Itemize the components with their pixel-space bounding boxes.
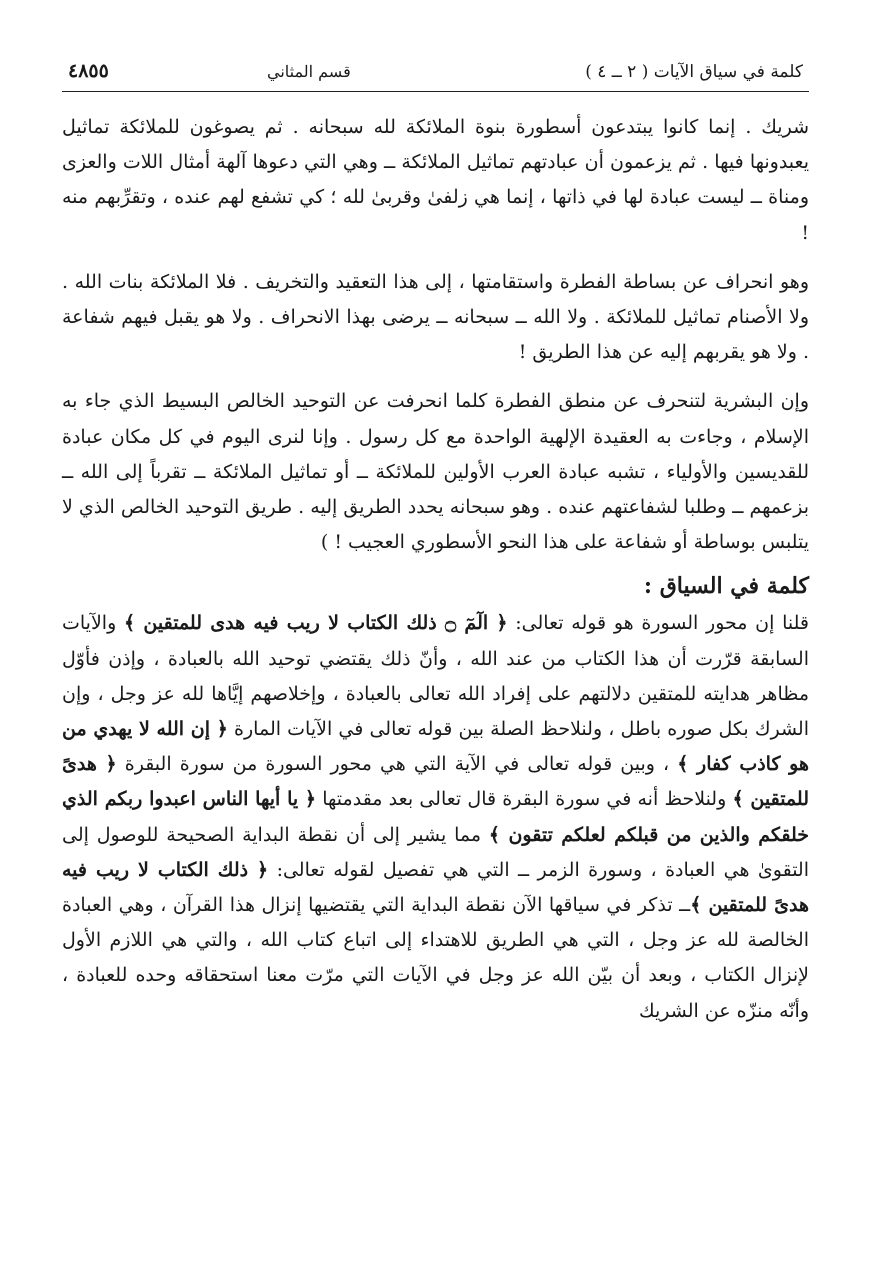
quran-quote: ﴿ إن الله لا يهدي من هو كاذب كفار ﴾ bbox=[62, 718, 810, 776]
text-run: ، وبين قوله تعالى في الآية التي هي محور السورة من سورة البقرة bbox=[116, 753, 678, 776]
header-rule bbox=[62, 91, 809, 92]
paragraph-4 bbox=[62, 606, 809, 1028]
text-run: قلنا إن محور السورة هو قوله تعالى: bbox=[507, 612, 810, 635]
text-run: مما يشير إلى أن نقطة البداية الصحيحة للوصول إلى التقوىٰ هي العبادة ، وسورة الزمر ــ التي هي تفصيل لقوله تعالى: bbox=[62, 823, 809, 881]
page-header bbox=[62, 58, 809, 92]
quran-quote: ﴿ يا أيها الناس اعبدوا ربكم الذي خلقكم والذين من قبلكم لعلكم تتقون ﴾ bbox=[62, 788, 809, 846]
text-run: ــ تذكر في سياقها الآن نقطة البداية التي يقتضيها إنزال هذا القرآن ، وهي العبادة الخالصة لله عز وجل ، التي هي الطريق للاهتداء إلى اتباع كتاب الله ، والتي هي اللازم الأول لإنزال الكتاب ، وبعد أن بيّن الله عز وجل في الآيات التي مرّت معنا استحقاقه وحده للعبادة ، وأنّه منزّه عن الشريك bbox=[62, 894, 809, 1022]
text-run: والآيات السابقة قرّرت أن هذا الكتاب من عند الله ، وأنّ ذلك يقتضي توحيد الله بالعبادة ، وإذن فأوّل مظاهر هدايته للمتقين دلالتهم على إفراد الله تعالى بالعبادة ، وإخلاصهم إيَّاها لله عز وجل ، وإن الشرك بكل صوره باطل ، ولنلاحظ الصلة بين قوله تعالى في الآيات المارة bbox=[62, 612, 809, 741]
text-run: ولنلاحظ أنه في سورة البقرة قال تعالى بعد مقدمتها bbox=[316, 788, 733, 811]
quran-quote: ﴿ ذلك الكتاب لا ريب فيه هدىً للمتقين ﴾ bbox=[62, 858, 809, 917]
quran-quote: ﴿ الٓمٓ ۝ ذلك الكتاب لا ريب فيه هدى للمتقين ﴾ bbox=[123, 612, 508, 635]
paragraph-2: وهو انحراف عن بساطة الفطرة واستقامتها ، إلى هذا التعقيد والتخريف . فلا الملائكة بنات الله . ولا الأصنام تماثيل للملائكة . ولا الله ــ سبحانه ــ يرضى بهذا الانحراف . ولا هو يقبل فيهم شفاعة . ولا هو يقربهم إليه عن هذا الطريق ! bbox=[62, 270, 809, 364]
paragraph-3: وإن البشرية لتنحرف عن منطق الفطرة كلما انحرفت عن التوحيد الخالص البسيط الذي جاء به الإسلام ، وجاءت به العقيدة الإلهية الواحدة مع كل رسول . وإنا لنرى اليوم في كل مكان عبادة للقديسين والأولياء ، تشبه عبادة العرب الأولين للملائكة ــ أو تماثيل الملائكة ــ تقرباً إلى الله ــ بزعمهم ــ وطلبا لشفاعتهم عنده . وهو سبحانه يحدد الطريق إليه . طريق التوحيد الخالص الذي لا يتلبس بوساطة أو شفاعة على هذا النحو الأسطوري العجيب ! ) bbox=[62, 390, 809, 554]
section-name: قسم المثاني bbox=[267, 62, 351, 81]
running-title: كلمة في سياق الآيات ( ٢ ــ ٤ ) bbox=[585, 62, 803, 82]
page-body bbox=[62, 110, 809, 1029]
page-number: ٤٨٥٥ bbox=[68, 60, 109, 82]
section-heading: كلمة في السياق : bbox=[643, 573, 809, 600]
paragraph-1: شريك . إنما كانوا يبتدعون أسطورة بنوة الملائكة لله سبحانه . ثم يصوغون للملائكة تماثيل يعبدونها فيها . ثم يزعمون أن عبادتهم تماثيل الملائكة ــ وهي التي دعوها آلهة أمثال اللات والعزى ومناة ــ ليست عبادة لها في ذاتها ، إنما هي زلفىٰ وقربىٰ لله ؛ كي تشفع لهم عنده ، وتقرِّبهم منه ! bbox=[62, 116, 809, 244]
quran-quote: ﴿ هدىً للمتقين ﴾ bbox=[62, 753, 809, 811]
